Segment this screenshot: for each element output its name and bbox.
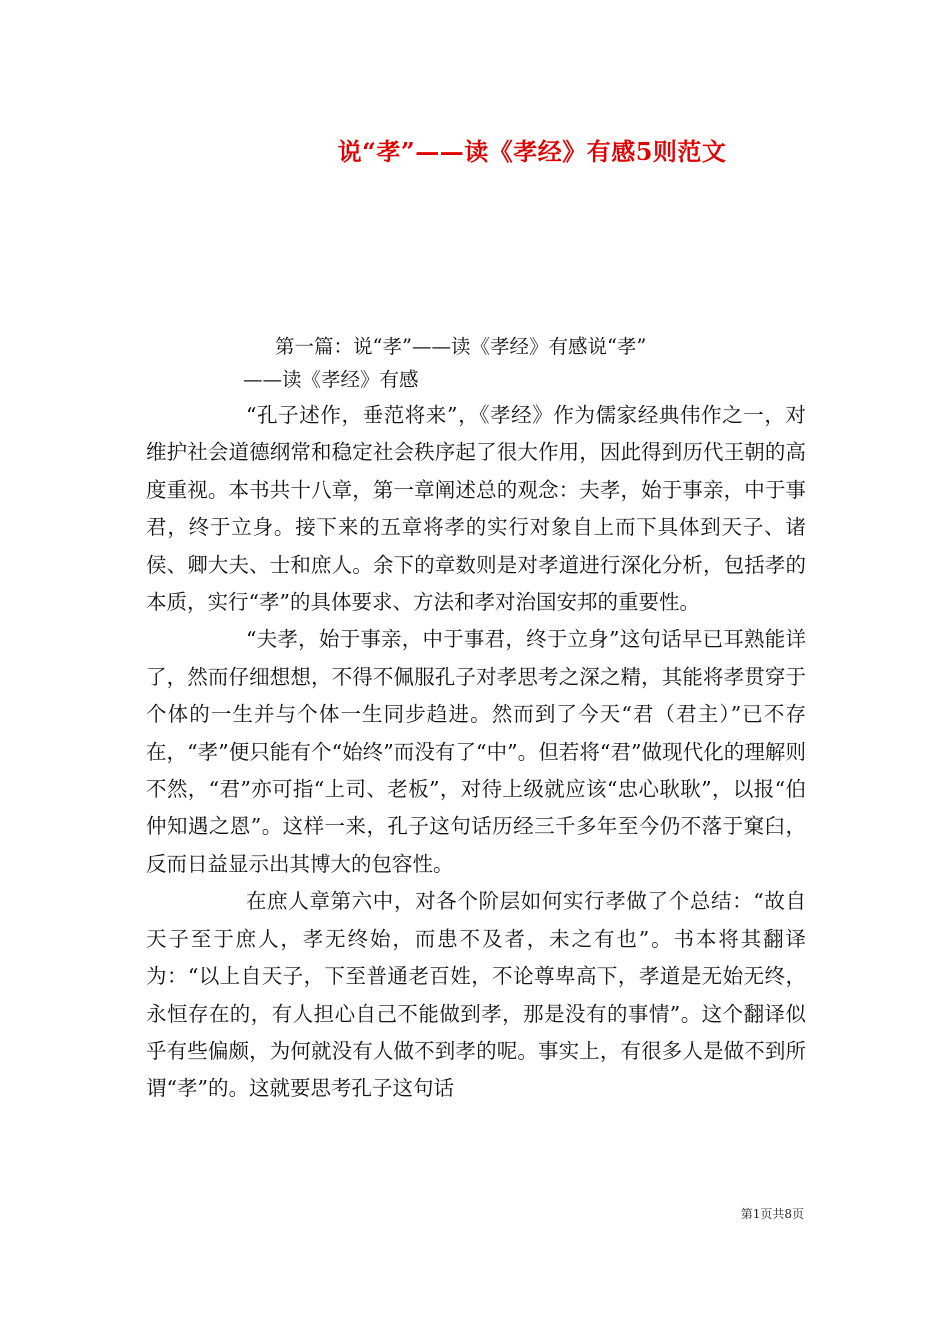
chapter-heading-line-1: 第一篇：说“孝”——读《孝经》有感说“孝” bbox=[275, 335, 647, 358]
chapter-heading-line-2: ——读《孝经》有感 bbox=[243, 368, 419, 391]
paragraph-1: “孔子述作，垂范将来”，《孝经》作为儒家经典伟作之一，对维护社会道德纲常和稳定社会秩序起了很大作用，因此得到历代王朝的高度重视。本书共十八章，第一章阐述总的观念：夫孝，始于事亲，中于事君，终于立身。接下来的五章将孝的实行对象自上而下具体到天子、诸侯、卿大夫、士和庶人。余下的章数则是对孝道进行深化分析，包括孝的本质，实行“孝”的具体要求、方法和孝对治国安邦的重要性。 bbox=[146, 403, 806, 615]
body-text bbox=[146, 397, 806, 1108]
paragraph-2: “夫孝，始于事亲，中于事君，终于立身”这句话早已耳熟能详了，然而仔细想想，不得不佩服孔子对孝思考之深之精，其能将孝贯穿于个体的一生并与个体一生同步趋进。然而到了今天“君（君主）”已不存在，“孝”便只能有个“始终”而没有了“中”。但若将“君”做现代化的理解则不然，“君”亦可指“上司、老板”，对待上级就应该“忠心耿耿”，以报“伯仲知遇之恩”。这样一来，孔子这句话历经三千多年至今仍不落于窠臼，反而日益显示出其博大的包容性。 bbox=[146, 627, 806, 876]
chapter-heading bbox=[243, 330, 783, 396]
document-title: 说“孝”——读《孝经》有感5则范文 bbox=[337, 137, 727, 166]
paragraph-3: 在庶人章第六中，对各个阶层如何实行孝做了个总结：“故自天子至于庶人，孝无终始，而患不及者，未之有也”。书本将其翻译为：“以上自天子，下至普通老百姓，不论尊卑高下，孝道是无始无终，永恒存在的，有人担心自己不能做到孝，那是没有的事情”。这个翻译似乎有些偏颇，为何就没有人做不到孝的呢。事实上，有很多人是做不到所谓“孝”的。这就要思考孔子这句话 bbox=[146, 889, 806, 1101]
page-footer: 第1页共8页 bbox=[740, 1207, 804, 1221]
